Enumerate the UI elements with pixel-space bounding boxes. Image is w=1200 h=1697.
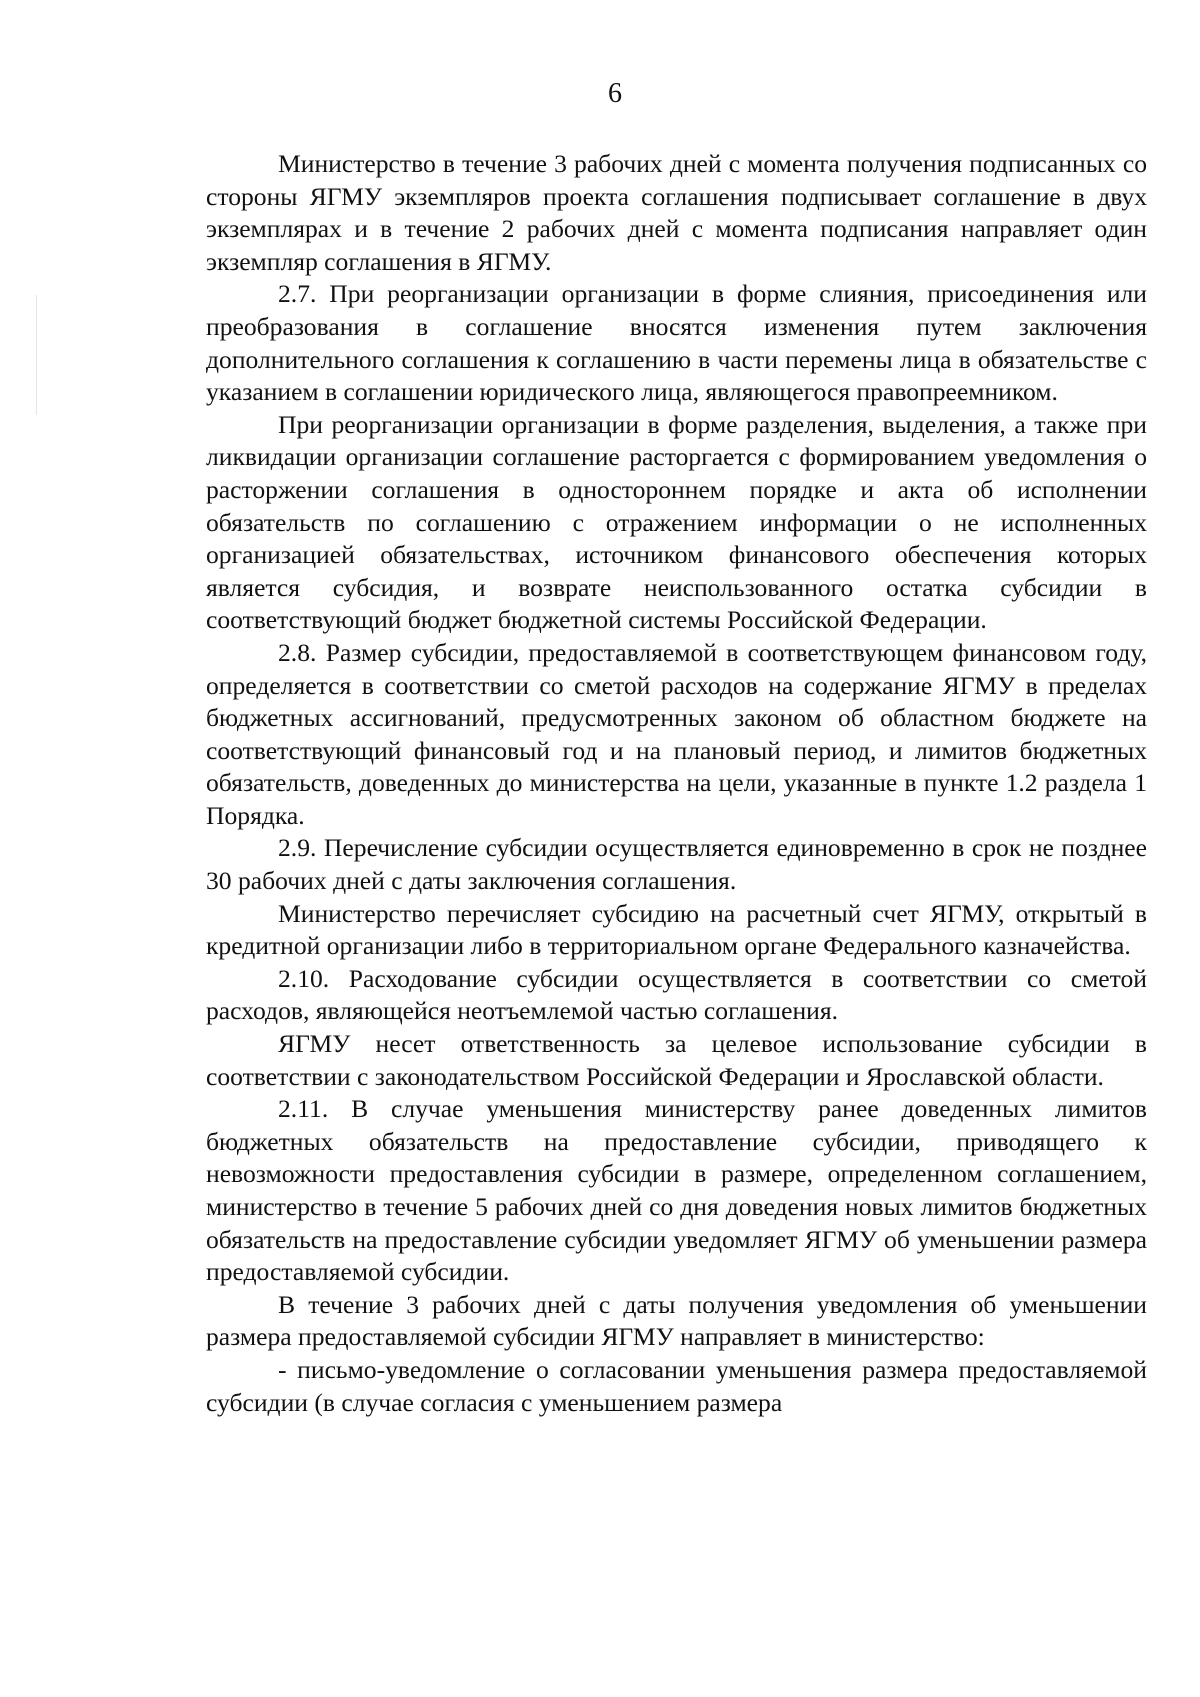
list-item-notification-letter: - письмо-уведомление о согласовании уменьшения размера предоставляемой субсидии (в случае согласия с уменьшением размера — [206, 1354, 1147, 1417]
document-body — [206, 148, 1147, 1419]
paragraph-2-8: 2.8. Размер субсидии, предоставляемой в соответствующем финансовом году, определяется в соответствии со сметой расходов на содержание ЯГМУ в пределах бюджетных ассигнований, предусмотренных законом об областном бюджете на соответствующий финансовый год и на плановый период, и лимитов бюджетных обязательств, доведенных до министерства на цели, указанные в пункте 1.2 раздела 1 Порядка. — [206, 637, 1147, 830]
paragraph-2-11: 2.11. В случае уменьшения министерству ранее доведенных лимитов бюджетных обязательств на предоставление субсидии, приводящего к невозможности предоставления субсидии в размере, определенном соглашением, министерство в течение 5 рабочих дней со дня доведения новых лимитов бюджетных обязательств на предоставление субсидии уведомляет ЯГМУ об уменьшении размера предоставляемой субсидии. — [206, 1094, 1147, 1287]
paragraph-2-9-transfer: Министерство перечисляет субсидию на расчетный счет ЯГМУ, открытый в кредитной организации либо в территориальном органе Федерального казначейства. — [206, 898, 1147, 961]
paragraph-2-10-responsibility: ЯГМУ несет ответственность за целевое использование субсидии в соответствии с законодательством Российской Федерации и Ярославской области. — [206, 1029, 1147, 1091]
paragraph-2-7: 2.7. При реорганизации организации в форме слияния, присоединения или преобразования в соглашение вносятся изменения путем заключения дополнительного соглашения к соглашению в части перемены лица в обязательстве с указанием в соглашении юридического лица, являющегося правопреемником. — [206, 279, 1147, 407]
scan-margin-mark — [36, 295, 37, 415]
paragraph-2-9: 2.9. Перечисление субсидии осуществляется единовременно в срок не позднее 30 рабочих дней с даты заключения соглашения. — [206, 833, 1147, 896]
paragraph-2-7-division: При реорганизации организации в форме разделения, выделения, а также при ликвидации организации соглашение расторгается с формированием уведомления о расторжении соглашения в одностороннем порядке и акта об исполнении обязательств по соглашению с отражением информации о не исполненных организацией обязательствах, источником финансового обеспечения которых является субсидия, и возврате неиспользованного остатка субсидии в соответствующий бюджет бюджетной системы Российской Федерации. — [206, 409, 1147, 635]
paragraph-ministry-signing: Министерство в течение 3 рабочих дней с момента получения подписанных со стороны ЯГМУ экземпляров проекта соглашения подписывает соглашение в двух экземплярах и в течение 2 рабочих дней с момента подписания направляет один экземпляр соглашения в ЯГМУ. — [206, 149, 1147, 276]
page-number: 6 — [608, 78, 622, 109]
paragraph-2-10: 2.10. Расходование субсидии осуществляется в соответствии со сметой расходов, являющейся неотъемлемой частью соглашения. — [206, 963, 1147, 1026]
paragraph-2-11-notice: В течение 3 рабочих дней с даты получения уведомления об уменьшении размера предоставляемой субсидии ЯГМУ направляет в министерство: — [206, 1289, 1147, 1352]
